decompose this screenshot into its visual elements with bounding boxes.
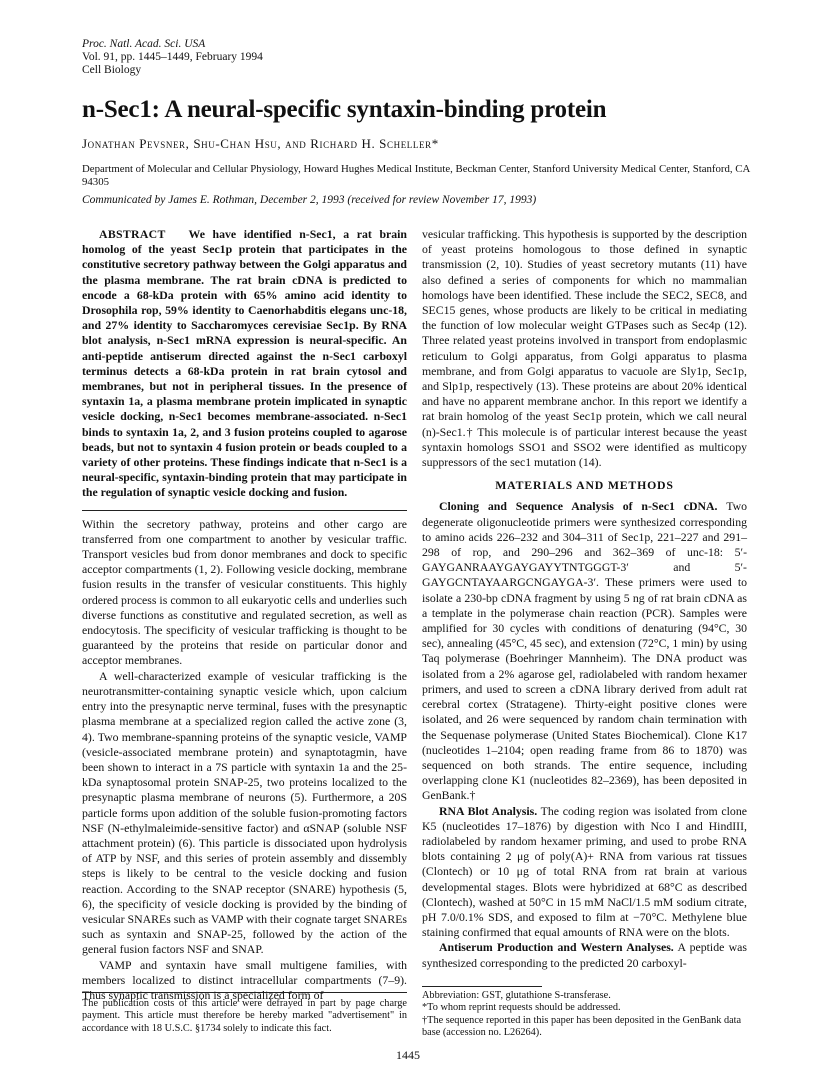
abstract-divider [82,510,407,511]
cloning-text: Two degenerate oligonucleotide primers were synthesized corresponding to amino acids 226–232 and 304–311 of Sec1p, 221–227 and 291–298 of rop, and 290–296 and 362–369 of unc-18: 5′-GAYGANRAAYGAYGAYYTNTGGGT-3′ and 5′-GAYGCNTAYAARGCNGAYGA-3′. These primers were used to isolate a 230-bp cDNA fragment by using 5 ng of rat brain cDNA as a template in the polymerase chain reaction (PCR). Samples were amplified for 30 cycles with conditions of denaturing (94°C, 30 sec), annealing (45°C, 45 sec), and extension (72°C, 1 min) by using Taq polymerase (Boehringer Mannheim). The DNA product was isolated from a 2% agarose gel, radiolabeled with random hexamer primers, and used to screen a cDNA library derived from adult rat cerebral cortex (Stratagene). Thirty-eight positive clones were isolated, and 26 were sequenced by random chain termination with the Sequenase polymerase (United States Biochemical). Clone K17 (nucleotides 1–2104; open reading frame from 86 to 1870) was sequenced on both strands. The entire sequence, including overlapping clone K1 (nucleotides 82–2369), has been deposited in GenBank.† [422,499,747,803]
abstract-text: We have identified n-Sec1, a rat brain homolog of the yeast Sec1p protein that participates in the constitutive secretory pathway between the Golgi apparatus and the plasma membrane. The rat brain cDNA is predicted to encode a 68-kDa protein with 65% amino acid identity to Drosophila rop, 59% identity to Caenorhabditis elegans unc-18, and 27% identity to Saccharomyces cerevisiae Sec1p. By RNA blot analysis, n-Sec1 mRNA expression is neural-specific. An anti-peptide antiserum directed against the n-Sec1 carboxyl terminus detects a 68-kDa protein in rat brain cytosol and membranes, but not in peripheral tissues. In the presence of syntaxin 1a, a plasma membrane protein implicated in synaptic vesicle docking, n-Sec1 becomes membrane-associated. n-Sec1 binds to syntaxin 1a, 2, and 3 fusion proteins coupled to agarose beads, but not to syntaxin 4 fusion protein or beads coupled to a variety of other proteins. These findings indicate that n-Sec1 is a neural-specific, syntaxin-binding protein that may participate in the regulation of synaptic vesicle docking and fusion. [82,227,407,500]
publication-cost-footnote: The publication costs of this article were defrayed in part by page charge payment. This article must therefore be hereby marked "advertisement" in accordance with 18 U.S.C. §1734 solely to indicate this fact. [82,998,407,1034]
abstract [82,227,407,501]
journal-volume: Vol. 91, pp. 1445–1449, February 1994 [82,51,263,63]
antiserum-subheading: Antiserum Production and Western Analyses. [439,940,674,955]
antiserum-text: A peptide was synthesized corresponding to the predicted 20 carboxyl- [422,940,748,970]
authors: Jonathan Pevsner, Shu-Chan Hsu, and Richard H. Scheller* [82,136,439,151]
left-column [82,227,407,1003]
journal-header [82,38,263,77]
footnotes-right [422,986,747,1039]
cloning-subheading: Cloning and Sequence Analysis of n-Sec1 cDNA. [439,499,718,514]
rna-paragraph [422,804,747,941]
journal-section: Cell Biology [82,64,142,76]
page-number: 1445 [396,1048,420,1062]
intro-paragraph-1: Within the secretory pathway, proteins and other cargo are transferred from one compartment to another by vesicular traffic. Transport vesicles bud from donor membranes and dock to specific acceptor compartments (1, 2). Following vesicle docking, membrane fusion results in the transfer of vesicular constituents. This highly ordered process is common to all eukaryotic cells and underlies such diverse functions as constitutive and regulated secretion, as well as endocytosis. The specificity of vesicular trafficking is thought to be guaranteed by the proteins that reside on particular donor and acceptor membranes. [82,516,407,668]
intro-paragraph-2: A well-characterized example of vesicular trafficking is the neurotransmitter-containing synaptic vesicle which, upon calcium entry into the presynaptic nerve terminal, fuses with the presynaptic plasma membrane at a specialized region called the active zone (3, 4). Two membrane-spanning proteins of the synaptic vesicle, VAMP (vesicle-associated membrane protein) and synaptotagmin, have been shown to interact in a 7S particle with syntaxin 1a and the 25-kDa synaptosomal protein SNAP-25, two proteins localized to the presynaptic plasma membrane of neurons (5). Furthermore, a 20S particle forms upon addition of the soluble fusion-promoting factors NSF (N-ethylmaleimide-sensitive factor) and αSNAP (soluble NSF attachment protein) (6). This particle is dissociated upon hydrolysis of ATP by NSF, and this series of protein assembly and dissembly steps is likely to be central to the vesicle docking and fusion reaction. According to the SNAP receptor (SNARE) hypothesis (5, 6), the specificity of vesicle docking is provided by the binding of vesicular SNAREs such as VAMP with their cognate target SNAREs such as syntaxin and SNAP-25, followed by the action of the general fusion factors NSF and SNAP. [82,668,407,957]
intro-paragraph-3: VAMP and syntaxin have small multigene families, with members localized to distinct intracellular compartments (7–9). Thus synaptic transmission is a specialized form of [82,957,407,1002]
rna-subheading: RNA Blot Analysis. [439,803,538,818]
cloning-paragraph [422,499,747,803]
journal-name: Proc. Natl. Acad. Sci. USA [82,38,206,50]
footnote-rule-right [422,986,542,987]
communicated-by: Communicated by James E. Rothman, December 2, 1993 (received for review November 17, 1993) [82,194,537,206]
methods-heading: MATERIALS AND METHODS [495,478,674,493]
rna-text: The coding region was isolated from clone K5 (nucleotides 17–1876) by digestion with Nco I and HindIII, radiolabeled by random hexamer priming, and used to probe RNA blots containing 2 μg of poly(A)+ RNA from various rat tissues (Clontech) or 10 μg of total RNA from rat brain at various developmental stages. Blots were hybridized at 68°C as described (Clontech), washed at 50°C in 15 mM NaCl/1.5 mM sodium citrate, pH 7.0/0.1% SDS, and exposed to film at −70°C. Methylene blue staining confirmed that equal amounts of RNA were on the blots. [422,803,747,940]
article-title: n-Sec1: A neural-specific syntaxin-binding protein [82,96,607,123]
right-column [422,227,747,971]
footnote-reprint: *To whom reprint requests should be addressed. [422,1002,621,1014]
footnote-rule-left [82,992,407,993]
intro-continued: vesicular trafficking. This hypothesis is supported by the description of yeast proteins homologous to those defined in synaptic transmission (2, 10). Studies of yeast secretory mutants (11) have also defined a series of components for which no mammalian homologs have been identified. These include the SEC2, SEC8, and SEC15 genes, whose products are likely to be critical in mediating the function of low molecular weight GTPases such as Sec4p (12). Three related yeast proteins involved in transport from endoplasmic reticulum to Golgi apparatus, from Golgi apparatus to plasma membrane, and from Golgi apparatus to vacuole are Sly1p, Sec1p, and Slp1p, respectively (13). These proteins are about 20% identical and have no apparent membrane anchor. In this report we identify a rat brain homolog of the yeast Sec1p protein, which we call neural (n)-Sec1.† This molecule is of particular interest because the yeast syntaxin homologs SSO1 and SSO2 were identified as multicopy suppressors of the sec1 mutation (14). [422,227,747,470]
abstract-label: ABSTRACT [99,227,166,241]
footnote-abbreviation: Abbreviation: GST, glutathione S-transferase. [422,990,611,1001]
footnote-genbank: †The sequence reported in this paper has been deposited in the GenBank data base (accession no. L26264). [422,1014,742,1038]
antiserum-paragraph [422,940,747,970]
affiliation: Department of Molecular and Cellular Physiology, Howard Hughes Medical Institute, Beckman Center, Stanford University Medical Center, Stanford, CA 94305 [82,163,750,188]
